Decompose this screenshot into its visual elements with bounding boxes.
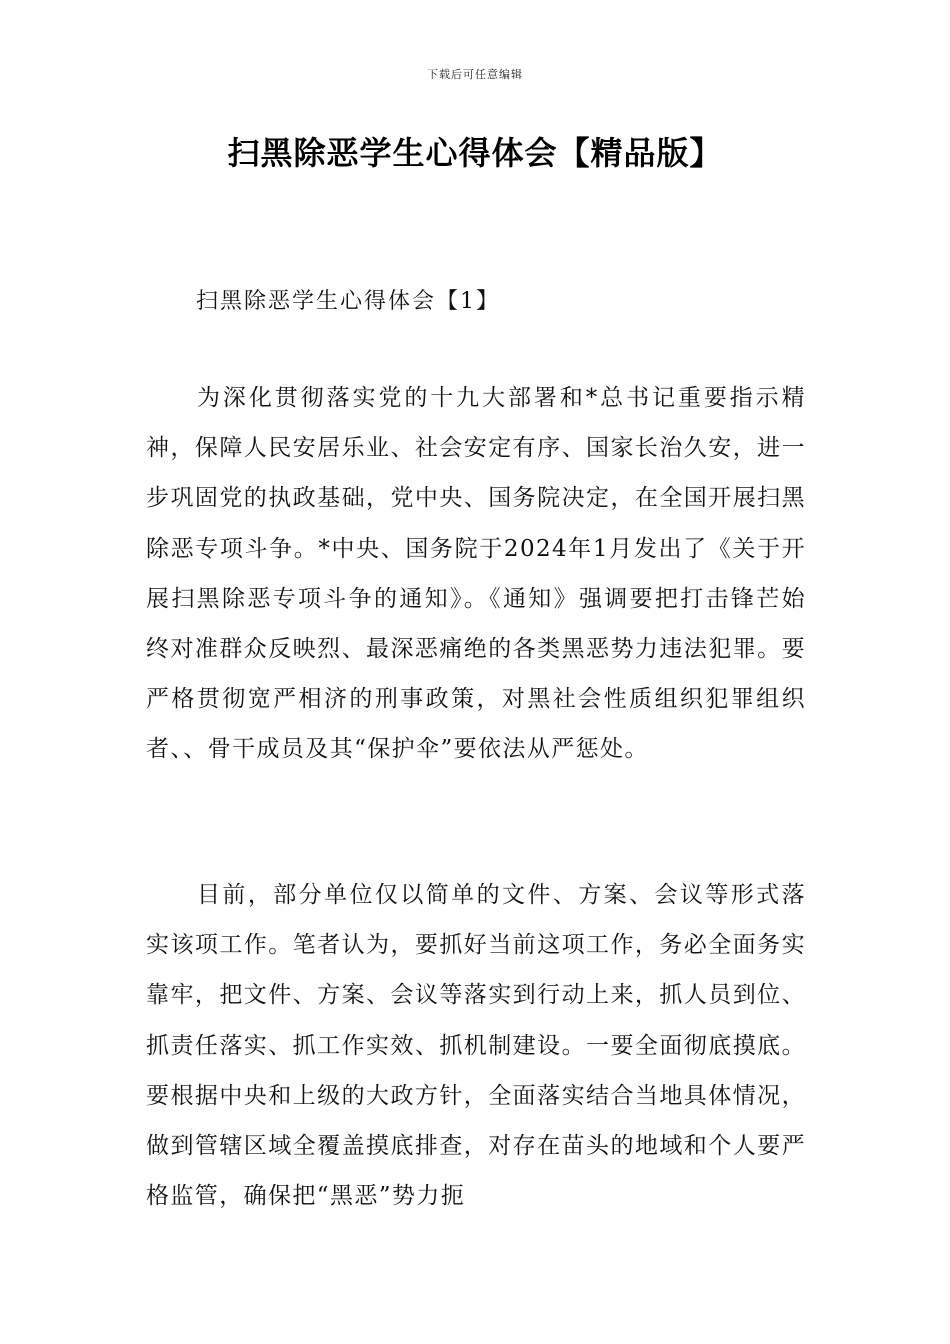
body-paragraph: 为深化贯彻落实党的十九大部署和*总书记重要指示精神，保障人民安居乐业、社会安定有序、国家长治久安，进一步巩固党的执政基础，党中央、国务院决定，在全国开展扫黑除恶专项斗争。*中央、国务院于2024年1月发出了《关于开展扫黑除恶专项斗争的通知》。《通知》强调要把打击锋芒始终对准群众反映烈、最深恶痛绝的各类黑恶势力违法犯罪。要严格贯彻宽严相济的刑事政策，对黑社会性质组织犯罪组织者、、骨干成员及其“保护伞”要依法从严惩处。 — [146, 385, 806, 763]
document-title: 扫黑除恶学生心得体会【精品版】 — [227, 134, 723, 172]
section-heading: 扫黑除恶学生心得体会【1】 — [196, 289, 500, 314]
body-paragraph: 目前，部分单位仅以简单的文件、方案、会议等形式落实该项工作。笔者认为，要抓好当前这项工作，务必全面务实靠牢，把文件、方案、会议等落实到行动上来，抓人员到位、抓责任落实、抓工作实效、抓机制建设。一要全面彻底摸底。要根据中央和上级的大政方针，全面落实结合当地具体情况，做到管辖区域全覆盖摸底排查，对存在苗头的地域和个人要严格监管，确保把“黑恶”势力扼 — [146, 882, 806, 1210]
header-note: 下载后可任意编辑 — [427, 68, 523, 81]
